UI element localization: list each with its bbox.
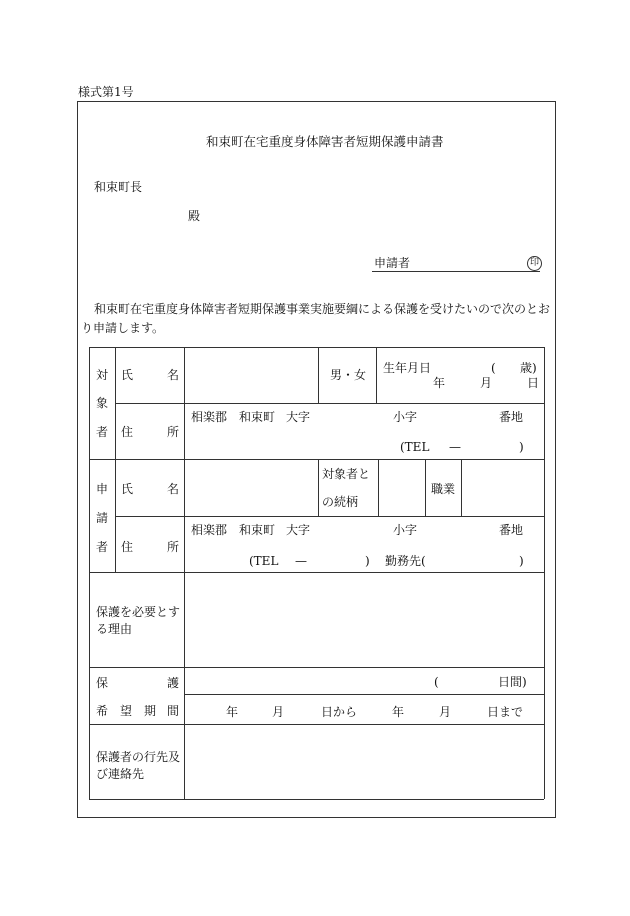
period-label: 間	[167, 704, 180, 718]
reason-field[interactable]	[186, 574, 542, 665]
subject-name-label: 名	[167, 368, 180, 382]
subject-tel-open: (TEL	[400, 440, 430, 454]
occupation-field[interactable]	[463, 461, 542, 514]
subject-addr-gun: 相楽郡	[191, 410, 228, 424]
birth-day: 日	[527, 376, 540, 390]
applicant-tel-dash: —	[295, 554, 307, 568]
applicant-name-label: 名	[167, 482, 180, 496]
age-close: 歳)	[520, 361, 537, 375]
intro-text-line2: り申請します。	[81, 321, 165, 335]
guardian-label-line2: び連絡先	[96, 767, 145, 781]
applicant-address-label: 所	[167, 540, 180, 554]
period-start-month: 月	[272, 705, 285, 719]
reason-label-line1: 保護を必要とす	[96, 605, 181, 619]
period-start-year: 年	[226, 705, 239, 719]
birthdate-label: 生年月日	[383, 361, 432, 375]
seal-icon: 印	[527, 256, 542, 271]
birth-year: 年	[433, 376, 446, 390]
applicant-group-char: 者	[96, 540, 109, 554]
workplace-close: )	[519, 554, 524, 568]
subject-address-label: 所	[167, 425, 180, 439]
guardian-label-line1: 保護者の行先及	[96, 750, 181, 764]
relation-field[interactable]	[380, 461, 424, 514]
subject-group-char: 対	[96, 368, 109, 382]
applicant-addr-gun: 相楽郡	[191, 523, 228, 537]
applicant-signature-label: 申請者	[374, 256, 411, 270]
days-open: (	[434, 675, 439, 689]
addressee: 和束町長	[94, 180, 143, 194]
subject-addr-oaza: 大字	[286, 410, 311, 424]
subject-name-field[interactable]	[186, 349, 316, 401]
applicant-group-char: 申	[96, 482, 109, 496]
subject-group-char: 者	[96, 425, 109, 439]
period-label: 望	[120, 704, 133, 718]
applicant-address-label: 住	[121, 540, 134, 554]
relation-label-line2: の続柄	[322, 495, 359, 509]
signature-line	[372, 271, 540, 272]
birth-month: 月	[480, 376, 493, 390]
applicant-addr-koaza: 小字	[393, 523, 418, 537]
applicant-addr-cho: 和束町	[239, 523, 276, 537]
workplace-open: 勤務先(	[385, 554, 426, 568]
period-label: 希	[96, 704, 109, 718]
period-from: 日から	[321, 705, 358, 719]
days-close: 日間)	[498, 675, 527, 689]
subject-name-label: 氏	[121, 368, 134, 382]
subject-tel-dash: —	[449, 440, 461, 454]
applicant-group-char: 請	[96, 511, 109, 525]
intro-text-line1: 和束町在宅重度身体障害者短期保護事業実施要綱による保護を受けたいので次のとお	[94, 302, 551, 316]
form-title: 和束町在宅重度身体障害者短期保護申請書	[206, 134, 444, 149]
age-open: (	[491, 361, 496, 375]
gender-choice[interactable]: 男・女	[330, 368, 367, 382]
subject-addr-banchi: 番地	[499, 410, 524, 424]
subject-group-char: 象	[96, 396, 109, 410]
honorific: 殿	[188, 209, 201, 223]
period-until: 日まで	[487, 705, 524, 719]
occupation-label: 職業	[431, 482, 456, 496]
applicant-addr-oaza: 大字	[286, 523, 311, 537]
form-number: 様式第1号	[78, 85, 134, 99]
applicant-tel-close: )	[365, 554, 370, 568]
relation-label-line1: 対象者と	[322, 467, 371, 481]
period-label: 保	[96, 676, 109, 690]
period-end-year: 年	[392, 705, 405, 719]
subject-addr-cho: 和束町	[239, 410, 276, 424]
guardian-contact-field[interactable]	[186, 726, 542, 797]
applicant-addr-banchi: 番地	[499, 523, 524, 537]
period-label: 護	[167, 676, 180, 690]
applicant-name-field[interactable]	[186, 461, 316, 514]
reason-label-line2: る理由	[96, 622, 133, 636]
subject-addr-koaza: 小字	[393, 410, 418, 424]
period-label: 期	[144, 704, 157, 718]
applicant-name-label: 氏	[121, 482, 134, 496]
subject-address-label: 住	[121, 425, 134, 439]
subject-tel-close: )	[519, 440, 524, 454]
applicant-tel-open: (TEL	[249, 554, 279, 568]
period-end-month: 月	[439, 705, 452, 719]
